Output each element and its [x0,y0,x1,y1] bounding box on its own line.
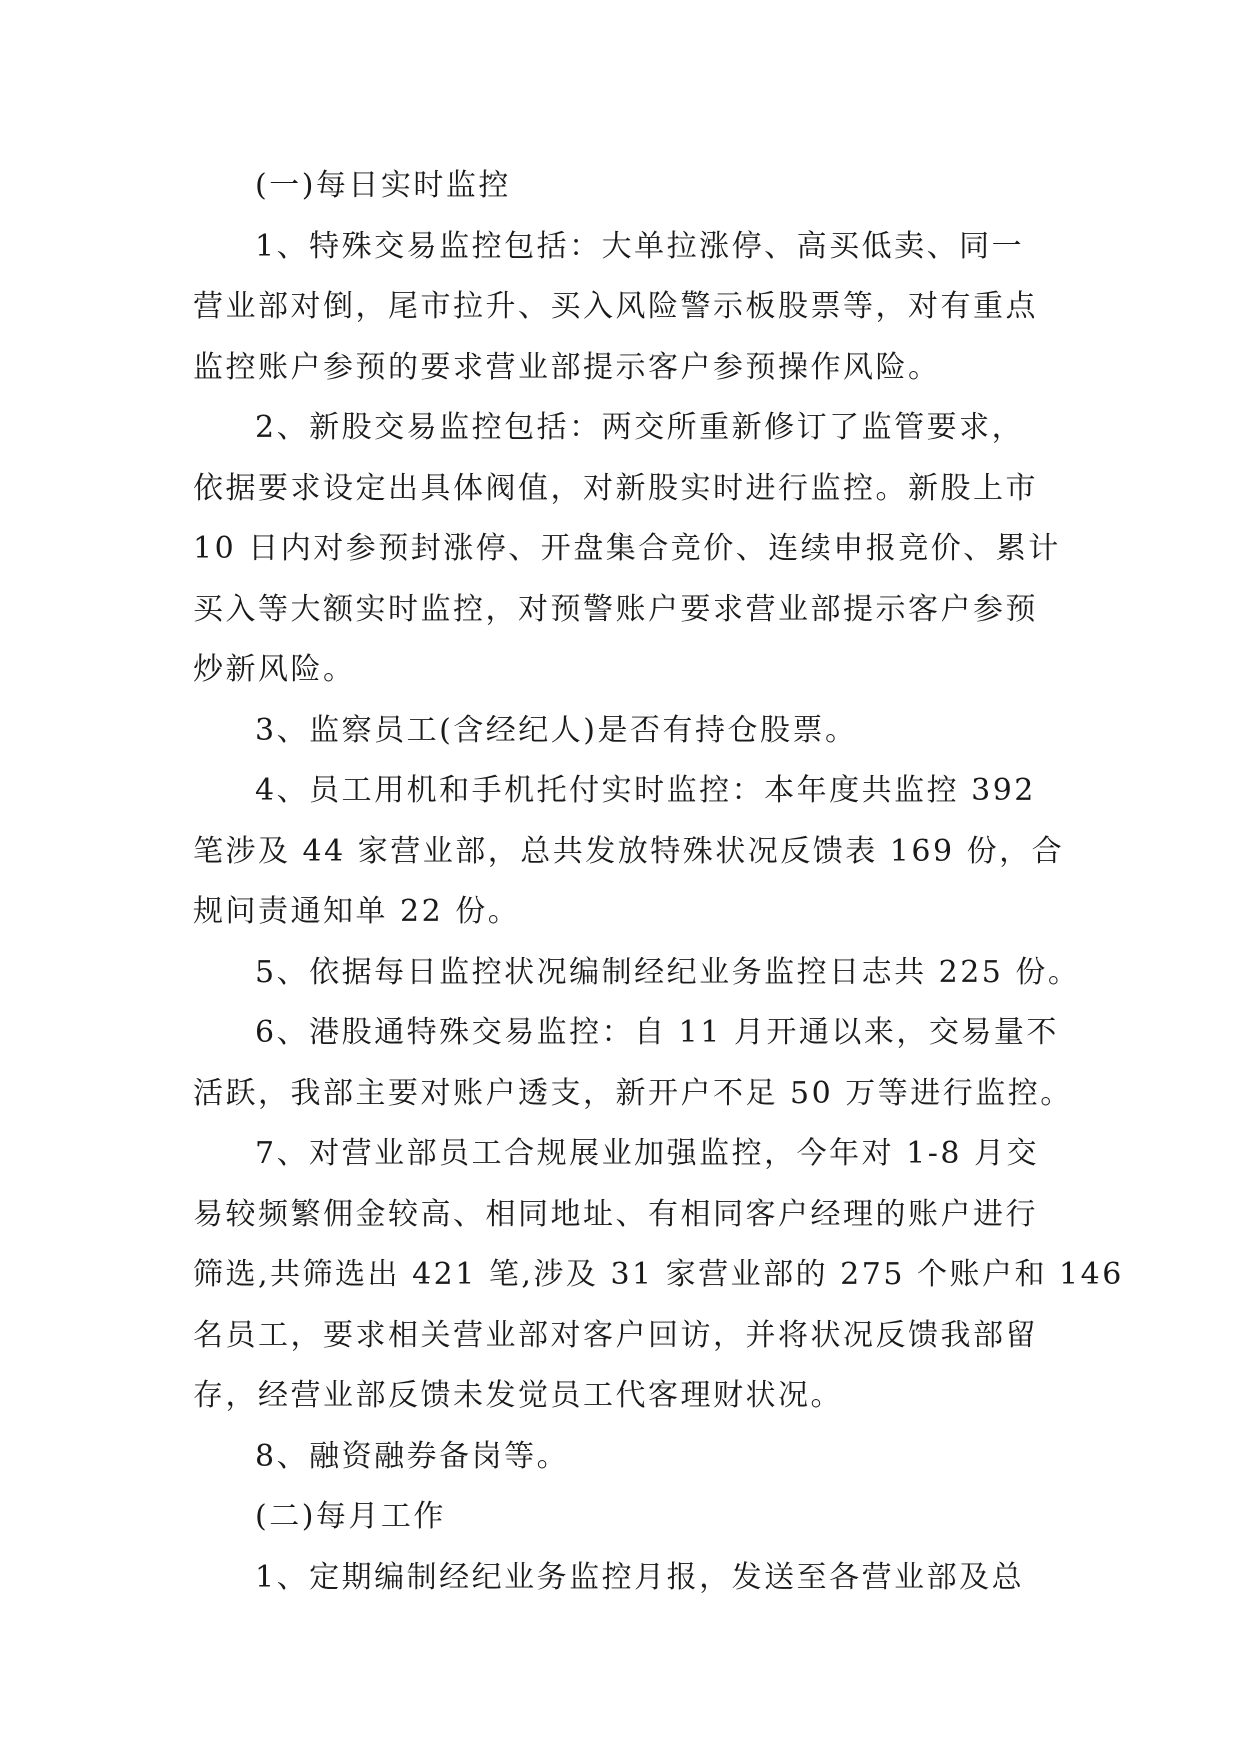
text-line: 规问责通知单 22 份。 [193,894,521,929]
text-line: 3、监察员工(含经纪人)是否有持仓股票。 [255,712,858,748]
text-line: 1、定期编制经纪业务监控月报，发送至各营业部及总 [255,1559,1025,1595]
text-line: 存，经营业部反馈未发觉员工代客理财状况。 [193,1378,843,1413]
text-line: 筛选,共筛选出 421 笔,涉及 31 家营业部的 275 个账户和 146 [193,1257,1124,1292]
text-line: 8、融资融券备岗等。 [255,1438,570,1474]
text-line: 4、员工用机和手机托付实时监控：本年度共监控 392 [255,773,1036,808]
text-line: 笔涉及 44 家营业部，总共发放特殊状况反馈表 169 份，合 [193,833,1065,869]
section-heading-daily: (一)每日实时监控 [255,168,511,203]
text-line: 炒新风险。 [193,652,356,687]
text-line: 监控账户参预的要求营业部提示客户参预操作风险。 [193,349,941,385]
text-line: 活跃，我部主要对账户透支，新开户不足 50 万等进行监控。 [193,1075,1073,1111]
text-line: 7、对营业部员工合规展业加强监控，今年对 1-8 月交 [255,1136,1039,1171]
text-line: 2、新股交易监控包括：两交所重新修订了监管要求， [255,410,1025,445]
text-line: 6、港股通特殊交易监控：自 11 月开通以来，交易量不 [255,1015,1059,1050]
document-body [193,156,1124,1608]
text-line: 10 日内对参预封涨停、开盘集合竞价、连续申报竞价、累计 [193,531,1061,566]
text-line: 依据要求设定出具体阀值，对新股实时进行监控。新股上市 [193,470,1038,506]
text-line: 1、特殊交易监控包括：大单拉涨停、高买低卖、同一 [255,228,1025,264]
text-line: 名员工，要求相关营业部对客户回访，并将状况反馈我部留 [193,1317,1038,1353]
text-line: 营业部对倒，尾市拉升、买入风险警示板股票等，对有重点 [193,289,1038,324]
text-line: 5、依据每日监控状况编制经纪业务监控日志共 225 份。 [255,954,1081,990]
text-line: 易较频繁佣金较高、相同地址、有相同客户经理的账户进行 [193,1196,1038,1232]
text-line: 买入等大额实时监控，对预警账户要求营业部提示客户参预 [193,591,1038,627]
section-heading-monthly: (二)每月工作 [255,1499,446,1534]
